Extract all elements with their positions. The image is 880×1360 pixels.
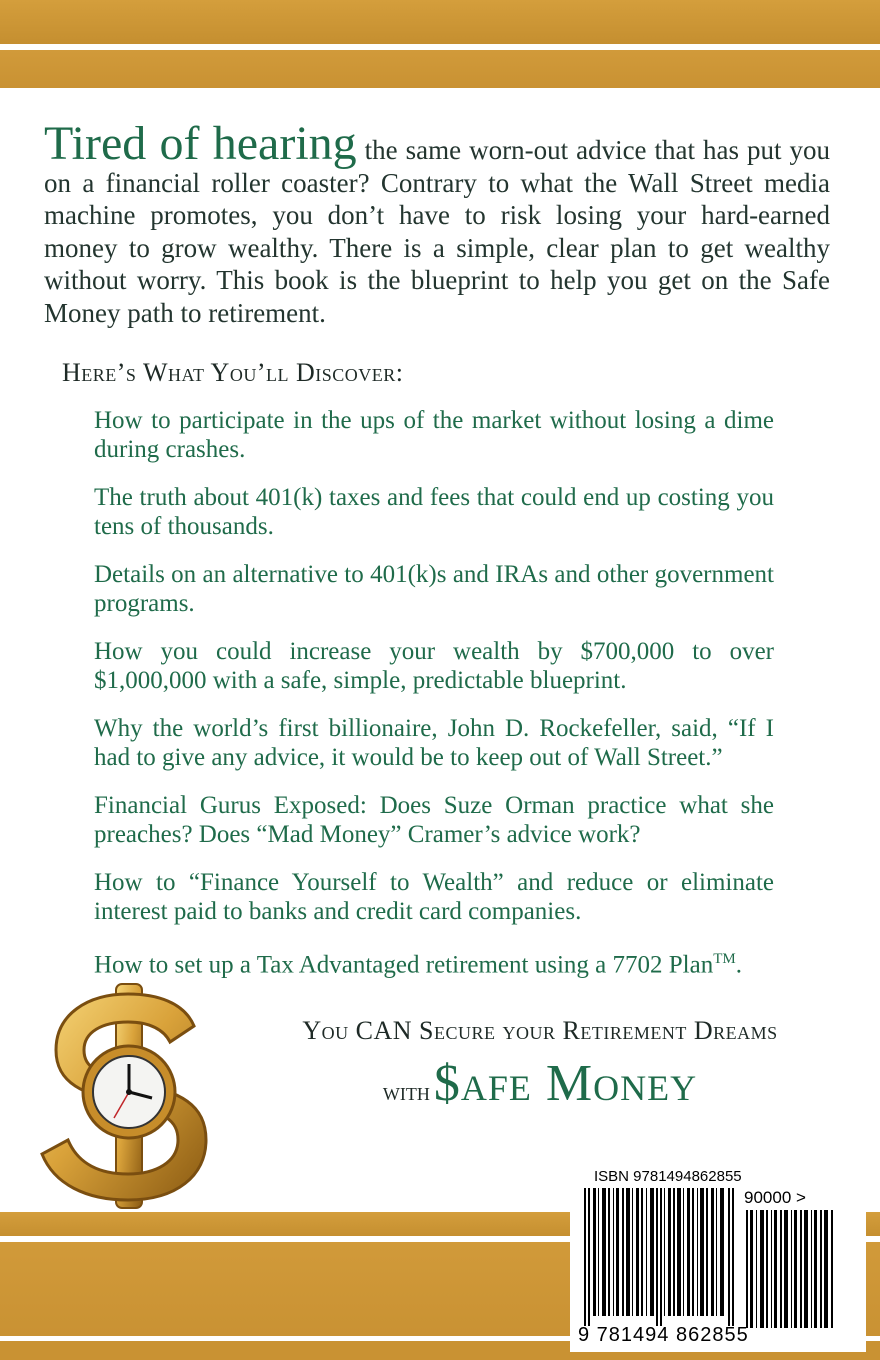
gold-dollar-clock-icon — [34, 980, 224, 1212]
discover-list — [94, 406, 774, 998]
tagline-with: with — [382, 1077, 430, 1106]
price-code: 90000 > — [744, 1188, 806, 1207]
list-item-last — [94, 945, 774, 979]
intro-lead: Tired of hearing — [44, 117, 357, 170]
trademark-mark: TM — [713, 951, 736, 967]
list-item: How you could increase your wealth by $700,000 to over $1,000,000 with a safe, simple, predictable blueprint. — [94, 638, 774, 694]
addon-barcode-bars — [746, 1210, 836, 1328]
list-item: Why the world’s first billionaire, John D. Rockefeller, said, “If I had to give any advice, it would be to keep out of Wall Street.” — [94, 715, 774, 771]
list-item: How to participate in the ups of the market without losing a dime during crashes. — [94, 407, 774, 463]
tagline-line1: You CAN Secure your Retirement Dreams — [302, 1016, 778, 1045]
list-item: The truth about 401(k) taxes and fees that could end up costing you tens of thousands. — [94, 484, 774, 540]
list-item: Details on an alternative to 401(k)s and IRAs and other government programs. — [94, 561, 774, 617]
discover-heading: Here’s What You’ll Discover: — [62, 358, 404, 387]
list-item: How to “Finance Yourself to Wealth” and reduce or eliminate interest paid to banks and credit card companies. — [94, 869, 774, 925]
tagline — [240, 1016, 840, 1113]
isbn-label: ISBN 9781494862855 — [594, 1168, 742, 1185]
isbn-barcode — [570, 1166, 866, 1352]
top-gold-band — [0, 0, 880, 88]
last-item-end: . — [735, 951, 742, 979]
isbn-digits: 9 781494 862855 — [578, 1324, 749, 1346]
intro-body: the same worn-out advice that has put you on a financial roller coaster? Contrary to what the Wall Street media machine promotes, you don’t have to risk losing your hard-earned money to grow wealthy. There is a simple, clear plan to get wealthy without worry. This book is the blueprint to help you get on the Safe Money path to retirement. — [44, 135, 830, 328]
last-item-text: How to set up a Tax Advantaged retirement using a 7702 Plan — [94, 951, 714, 979]
barcode-bars — [584, 1188, 734, 1326]
list-item: Financial Gurus Exposed: Does Suze Orman practice what she preaches? Does “Mad Money” Cramer’s advice work? — [94, 792, 774, 848]
brand-name: $afe Money — [433, 1055, 698, 1112]
intro-paragraph — [44, 117, 830, 329]
tagline-line2 — [240, 1054, 840, 1113]
